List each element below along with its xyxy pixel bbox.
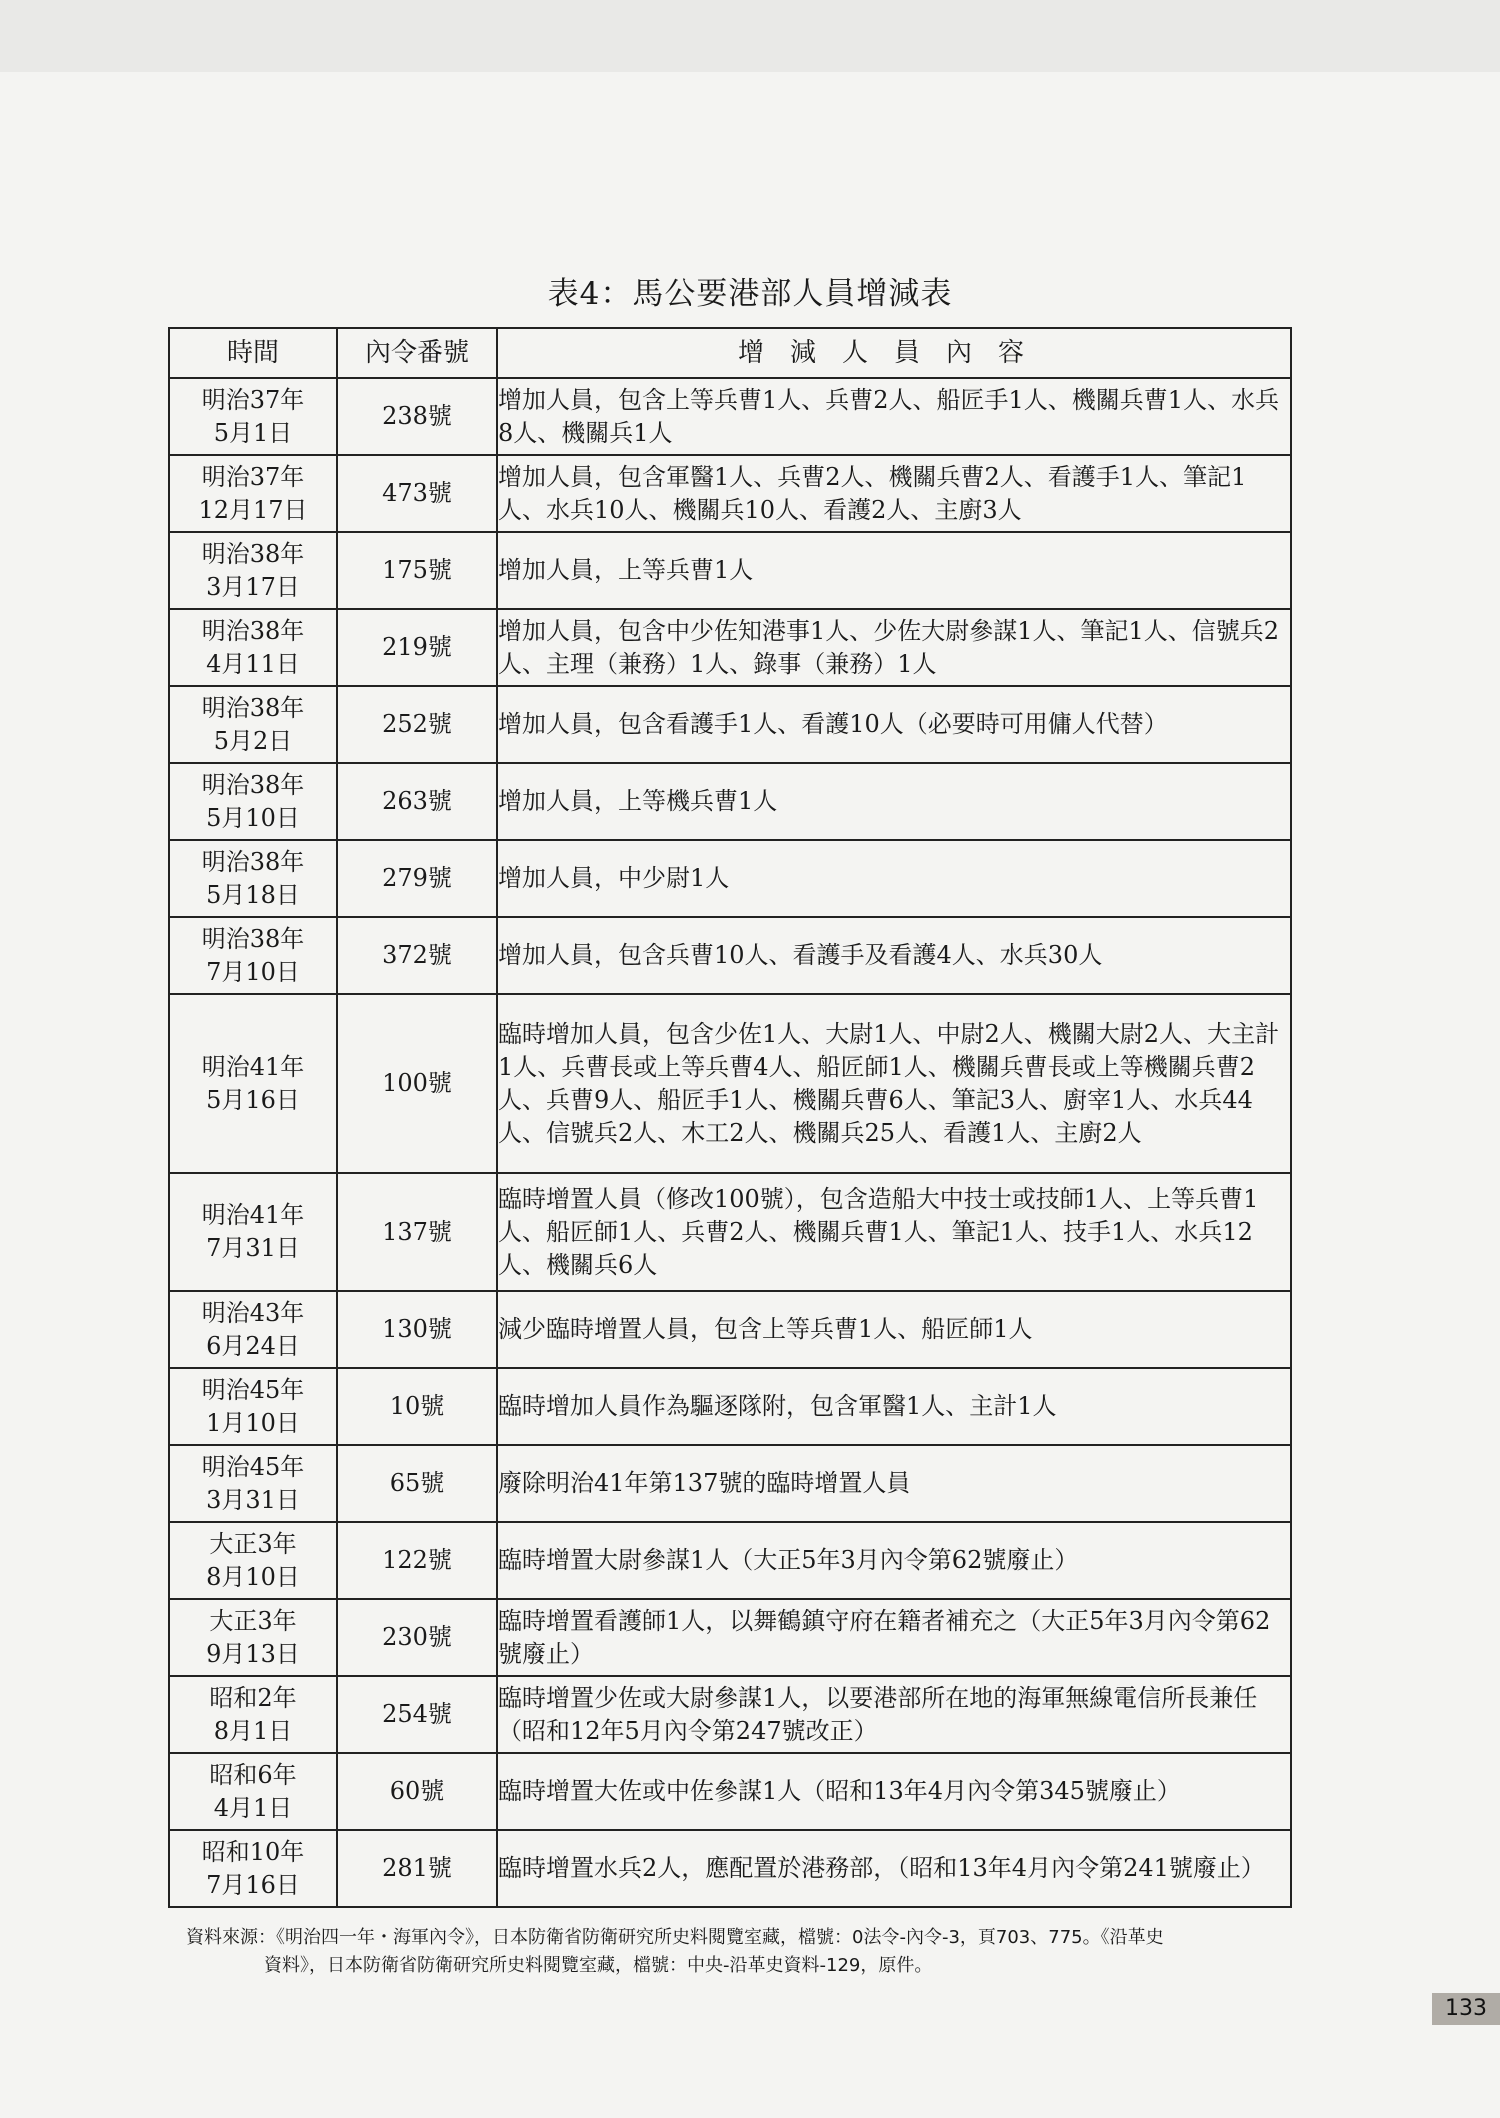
cell-order-number: 130號	[337, 1291, 497, 1368]
cell-content: 增加人員，包含中少佐知港事1人、少佐大尉參謀1人、筆記1人、信號兵2人、主理（兼務）1人、錄事（兼務）1人	[497, 609, 1291, 686]
table-row	[169, 763, 1291, 840]
date-day: 5月18日	[206, 880, 300, 909]
cell-order-number: 10號	[337, 1368, 497, 1445]
table-row	[169, 1830, 1291, 1907]
cell-content: 臨時增置人員（修改100號），包含造船大中技士或技師1人、上等兵曹1人、船匠師1人、兵曹2人、機關兵曹1人、筆記1人、技手1人、水兵12人、機關兵6人	[497, 1173, 1291, 1291]
cell-date	[169, 609, 337, 686]
date-year: 昭和6年	[209, 1760, 297, 1789]
cell-content: 增加人員，包含看護手1人、看護10人（必要時可用傭人代替）	[497, 686, 1291, 763]
cell-order-number: 65號	[337, 1445, 497, 1522]
table-row	[169, 455, 1291, 532]
table-row	[169, 917, 1291, 994]
cell-content: 廢除明治41年第137號的臨時增置人員	[497, 1445, 1291, 1522]
date-day: 12月17日	[198, 495, 308, 524]
table-row	[169, 1753, 1291, 1830]
cell-date	[169, 1830, 337, 1907]
date-year: 明治38年	[201, 847, 305, 876]
header-content: 增減人員內容	[497, 328, 1291, 378]
table-row	[169, 609, 1291, 686]
scan-top-band	[0, 0, 1500, 72]
date-day: 5月1日	[213, 418, 293, 447]
date-year: 昭和2年	[209, 1683, 297, 1712]
cell-date	[169, 1676, 337, 1753]
cell-content: 臨時增加人員，包含少佐1人、大尉1人、中尉2人、機關大尉2人、大主計1人、兵曹長或上等兵曹4人、船匠師1人、機關兵曹長或上等機關兵曹2人、兵曹9人、船匠手1人、機關兵曹6人、筆記3人、廚宰1人、水兵44人、信號兵2人、木工2人、機關兵25人、看護1人、主廚2人	[497, 994, 1291, 1173]
cell-content: 減少臨時增置人員，包含上等兵曹1人、船匠師1人	[497, 1291, 1291, 1368]
header-order-number: 內令番號	[337, 328, 497, 378]
cell-date	[169, 1368, 337, 1445]
table-row	[169, 532, 1291, 609]
cell-content: 增加人員，包含上等兵曹1人、兵曹2人、船匠手1人、機關兵曹1人、水兵8人、機關兵1人	[497, 378, 1291, 455]
date-day: 5月16日	[206, 1085, 300, 1114]
source-note	[186, 1924, 1316, 1980]
date-year: 明治45年	[201, 1452, 305, 1481]
table-row	[169, 1599, 1291, 1676]
table-row	[169, 1291, 1291, 1368]
date-year: 明治38年	[201, 693, 305, 722]
table-row	[169, 1676, 1291, 1753]
cell-order-number: 100號	[337, 994, 497, 1173]
date-day: 4月11日	[206, 649, 300, 678]
cell-date	[169, 1291, 337, 1368]
date-day: 8月1日	[213, 1716, 293, 1745]
date-year: 明治41年	[201, 1201, 305, 1229]
cell-order-number: 137號	[337, 1173, 497, 1291]
cell-order-number: 60號	[337, 1753, 497, 1830]
cell-content: 增加人員，中少尉1人	[497, 840, 1291, 917]
table-row	[169, 1173, 1291, 1291]
date-day: 7月16日	[206, 1870, 300, 1899]
table-row	[169, 994, 1291, 1173]
cell-date	[169, 1753, 337, 1830]
date-day: 7月10日	[206, 957, 300, 986]
cell-order-number: 230號	[337, 1599, 497, 1676]
page-number: 133	[1432, 1993, 1500, 2025]
cell-date	[169, 917, 337, 994]
cell-content: 臨時增加人員作為驅逐隊附，包含軍醫1人、主計1人	[497, 1368, 1291, 1445]
cell-order-number: 281號	[337, 1830, 497, 1907]
source-line-1: 資料來源：《明治四一年・海軍內令》，日本防衛省防衛研究所史料閱覽室藏，檔號：0法令-內令-3，頁703、775。《沿革史	[186, 1927, 1164, 1948]
table-row	[169, 840, 1291, 917]
cell-date	[169, 532, 337, 609]
personnel-change-table	[168, 327, 1292, 1908]
cell-content: 增加人員，包含軍醫1人、兵曹2人、機關兵曹2人、看護手1人、筆記1人、水兵10人、機關兵10人、看護2人、主廚3人	[497, 455, 1291, 532]
cell-date	[169, 1599, 337, 1676]
date-year: 明治38年	[201, 770, 305, 799]
table-row	[169, 378, 1291, 455]
cell-date	[169, 994, 337, 1173]
date-year: 明治38年	[201, 539, 305, 568]
cell-order-number: 372號	[337, 917, 497, 994]
date-year: 明治38年	[201, 924, 305, 953]
cell-content: 臨時增置看護師1人，以舞鶴鎮守府在籍者補充之（大正5年3月內令第62號廢止）	[497, 1599, 1291, 1676]
date-day: 3月17日	[206, 572, 300, 601]
date-year: 明治41年	[201, 1052, 305, 1081]
date-day: 5月2日	[213, 726, 293, 755]
source-line-2: 資料》，日本防衛省防衛研究所史料閱覽室藏，檔號：中央-沿革史資料-129，原件。	[264, 1955, 933, 1976]
date-year: 明治38年	[201, 616, 305, 645]
date-day: 9月13日	[206, 1639, 300, 1668]
date-year: 昭和10年	[201, 1837, 305, 1866]
cell-order-number: 254號	[337, 1676, 497, 1753]
date-year: 明治37年	[201, 462, 305, 491]
date-day: 6月24日	[206, 1331, 300, 1360]
date-day: 8月10日	[206, 1562, 300, 1591]
cell-date	[169, 1522, 337, 1599]
table-row	[169, 1368, 1291, 1445]
date-year: 明治43年	[201, 1298, 305, 1327]
cell-content: 臨時增置大佐或中佐參謀1人（昭和13年4月內令第345號廢止）	[497, 1753, 1291, 1830]
table-row	[169, 1445, 1291, 1522]
date-day: 4月1日	[213, 1793, 293, 1822]
table-row	[169, 686, 1291, 763]
date-day: 3月31日	[206, 1485, 300, 1514]
table-header-row	[169, 328, 1291, 378]
cell-content: 增加人員，包含兵曹10人、看護手及看護4人、水兵30人	[497, 917, 1291, 994]
cell-date	[169, 455, 337, 532]
cell-order-number: 252號	[337, 686, 497, 763]
table-title: 表4：馬公要港部人員增減表	[547, 276, 953, 312]
header-time: 時間	[169, 328, 337, 378]
cell-order-number: 263號	[337, 763, 497, 840]
date-day: 1月10日	[206, 1408, 300, 1437]
cell-content: 臨時增置少佐或大尉參謀1人，以要港部所在地的海軍無線電信所長兼任（昭和12年5月內令第247號改正）	[497, 1676, 1291, 1753]
date-year: 明治45年	[201, 1375, 305, 1404]
cell-date	[169, 840, 337, 917]
date-year: 大正3年	[209, 1606, 297, 1635]
cell-order-number: 238號	[337, 378, 497, 455]
cell-date	[169, 1445, 337, 1522]
table-row	[169, 1522, 1291, 1599]
cell-date	[169, 686, 337, 763]
cell-date	[169, 378, 337, 455]
date-day: 5月10日	[206, 803, 300, 832]
cell-order-number: 279號	[337, 840, 497, 917]
cell-order-number: 219號	[337, 609, 497, 686]
date-year: 大正3年	[209, 1529, 297, 1558]
cell-order-number: 122號	[337, 1522, 497, 1599]
cell-content: 臨時增置水兵2人，應配置於港務部，（昭和13年4月內令第241號廢止）	[497, 1830, 1291, 1907]
table-body	[169, 378, 1291, 1907]
cell-content: 臨時增置大尉參謀1人（大正5年3月內令第62號廢止）	[497, 1522, 1291, 1599]
date-year: 明治37年	[201, 385, 305, 414]
cell-date	[169, 763, 337, 840]
cell-date	[169, 1173, 337, 1291]
date-day: 7月31日	[206, 1234, 300, 1262]
cell-order-number: 473號	[337, 455, 497, 532]
cell-order-number: 175號	[337, 532, 497, 609]
cell-content: 增加人員，上等兵曹1人	[497, 532, 1291, 609]
cell-content: 增加人員，上等機兵曹1人	[497, 763, 1291, 840]
